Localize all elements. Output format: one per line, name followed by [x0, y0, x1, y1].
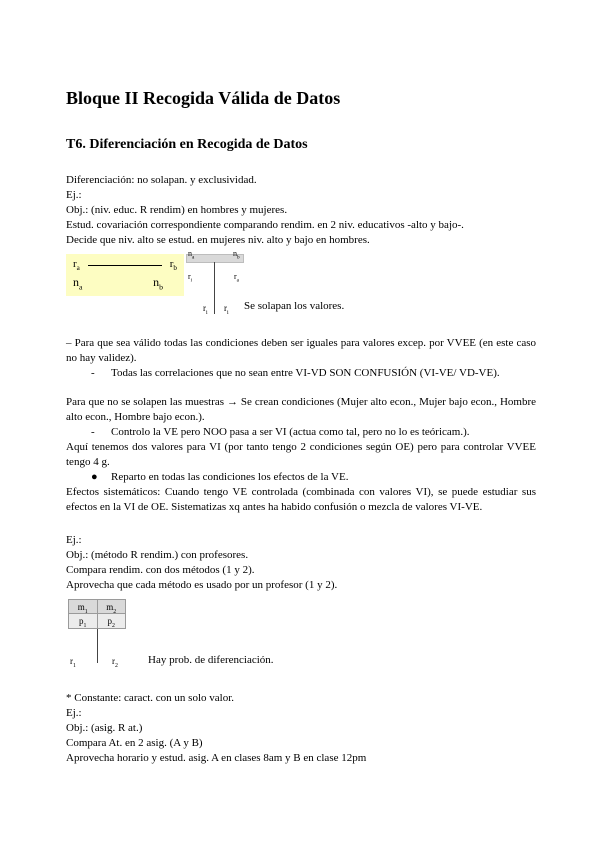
methods-header-row [69, 600, 125, 614]
validity-note: – Para que sea válido todas las condiciones deben ser iguales para valores excep. por VVEE (en este caso no hay validez). [66, 337, 536, 364]
fig-label-ri-right: $r_a$ [234, 272, 239, 284]
label-p2: $p_2$ [97, 614, 126, 628]
example-3-compare: Compara At. en 2 asig. (A y B) [66, 737, 203, 749]
highlighted-correlation-box [66, 254, 184, 296]
fig-label-na: $n_a$ [188, 249, 195, 261]
example-1-objective: Obj.: (niv. educ. R rendim) en hombres y mujeres. [66, 204, 288, 216]
confusion-text: Todas las correlaciones que no sean entre VI-VD SON CONFUSIÓN (VI-VE/ VD-VE). [111, 367, 500, 379]
example-1 [66, 188, 536, 248]
example-3-leverage: Aprovecha horario y estud. asig. A en clases 8am y B en clase 12pm [66, 752, 367, 764]
label-rb: $r_b$ [169, 258, 177, 273]
bullet-marker: - [91, 426, 95, 438]
distribute-bullet [66, 470, 536, 485]
example-2-label: Ej.: [66, 534, 82, 546]
bottom-label-ri-right: $r_i$ [224, 303, 229, 316]
example-2-leverage: Aprovecha que cada método es usado por un profesor (1 y 2). [66, 579, 338, 591]
methods-table [68, 599, 126, 629]
sample-overlap-figure [186, 249, 516, 328]
confusion-bullet [66, 366, 536, 381]
example-2-objective: Obj.: (método R rendim.) con profesores. [66, 549, 249, 561]
example-3-label: Ej.: [66, 707, 82, 719]
fig-label-nb: $n_b$ [233, 249, 240, 261]
control-bullet [66, 425, 536, 440]
two-values-paragraph: Aquí tenemos dos valores para VI (por tanto tengo 2 condiciones según OE) pero para controlar VVEE tengo 4 g. [66, 441, 536, 468]
sample-size-row [73, 275, 177, 291]
label-r2: $r_2$ [112, 656, 118, 669]
label-nb: $n_b$ [153, 275, 163, 292]
professors-row [69, 614, 125, 628]
example-1-label: Ej.: [66, 189, 82, 201]
divider-line [97, 629, 98, 663]
bullet-marker: - [91, 367, 95, 379]
overlap-caption: Se solapan los valores. [244, 300, 345, 312]
dot-marker: ● [91, 471, 98, 483]
distribute-text: Reparto en todas las condiciones los efectos de la VE. [111, 471, 349, 483]
conditions-paragraph: Para que no se solapen las muestras → Se crean condiciones (Mujer alto econ., Mujer bajo econ., Hombre alto econ., Hombre bajo econ.). [66, 396, 536, 423]
example-3-objective: Obj.: (asig. R at.) [66, 722, 143, 734]
example-3 [66, 706, 536, 766]
example-2-compare: Compara rendim. con dos métodos (1 y 2). [66, 564, 255, 576]
label-na: $n_a$ [73, 275, 83, 292]
control-text: Controlo la VE pero NOO pasa a ser VI (actua como tal, pero no lo es teóricam.). [111, 426, 470, 438]
systematic-effects-paragraph: Efectos sistemáticos: Cuando tengo VE controlada (combinada con valores VI), se puede estudiar sus efectos en la VI de OE. Sistematizas xq antes ha habido confusión o mezcla de valores VI-VE. [66, 486, 536, 513]
label-m2: $m_2$ [97, 600, 126, 613]
intro-line: Diferenciación: no solapan. y exclusividad. [66, 174, 257, 186]
doc-title: Bloque II Recogida Válida de Datos [66, 88, 341, 108]
overlap-diagram [66, 249, 536, 328]
section-heading: T6. Diferenciación en Recogida de Datos [66, 137, 308, 152]
constant-note: * Constante: caract. con un solo valor. [66, 692, 235, 704]
fig-label-ri-left: $r_i$ [188, 272, 193, 284]
label-r1: $r_1$ [70, 656, 76, 669]
label-m1: $m_1$ [77, 602, 88, 615]
example-1-study: Estud. covariación correspondiente comparando rendim. en 2 niv. educativos -alto y bajo-. [66, 219, 464, 231]
label-ra: $r_a$ [73, 258, 80, 273]
methods-diagram [66, 599, 536, 681]
correlation-row [73, 258, 177, 272]
example-1-decide: Decide que niv. alto se estud. en mujeres niv. alto y bajo en hombres. [66, 234, 370, 246]
correlation-line [88, 265, 162, 266]
conditions-section [66, 395, 536, 515]
differentiation-caption: Hay prob. de diferenciación. [148, 654, 274, 666]
label-p1: $p_1$ [79, 616, 87, 629]
divider-line [214, 262, 215, 314]
example-2 [66, 533, 536, 593]
bottom-label-ri-left: $r_i$ [203, 303, 208, 316]
